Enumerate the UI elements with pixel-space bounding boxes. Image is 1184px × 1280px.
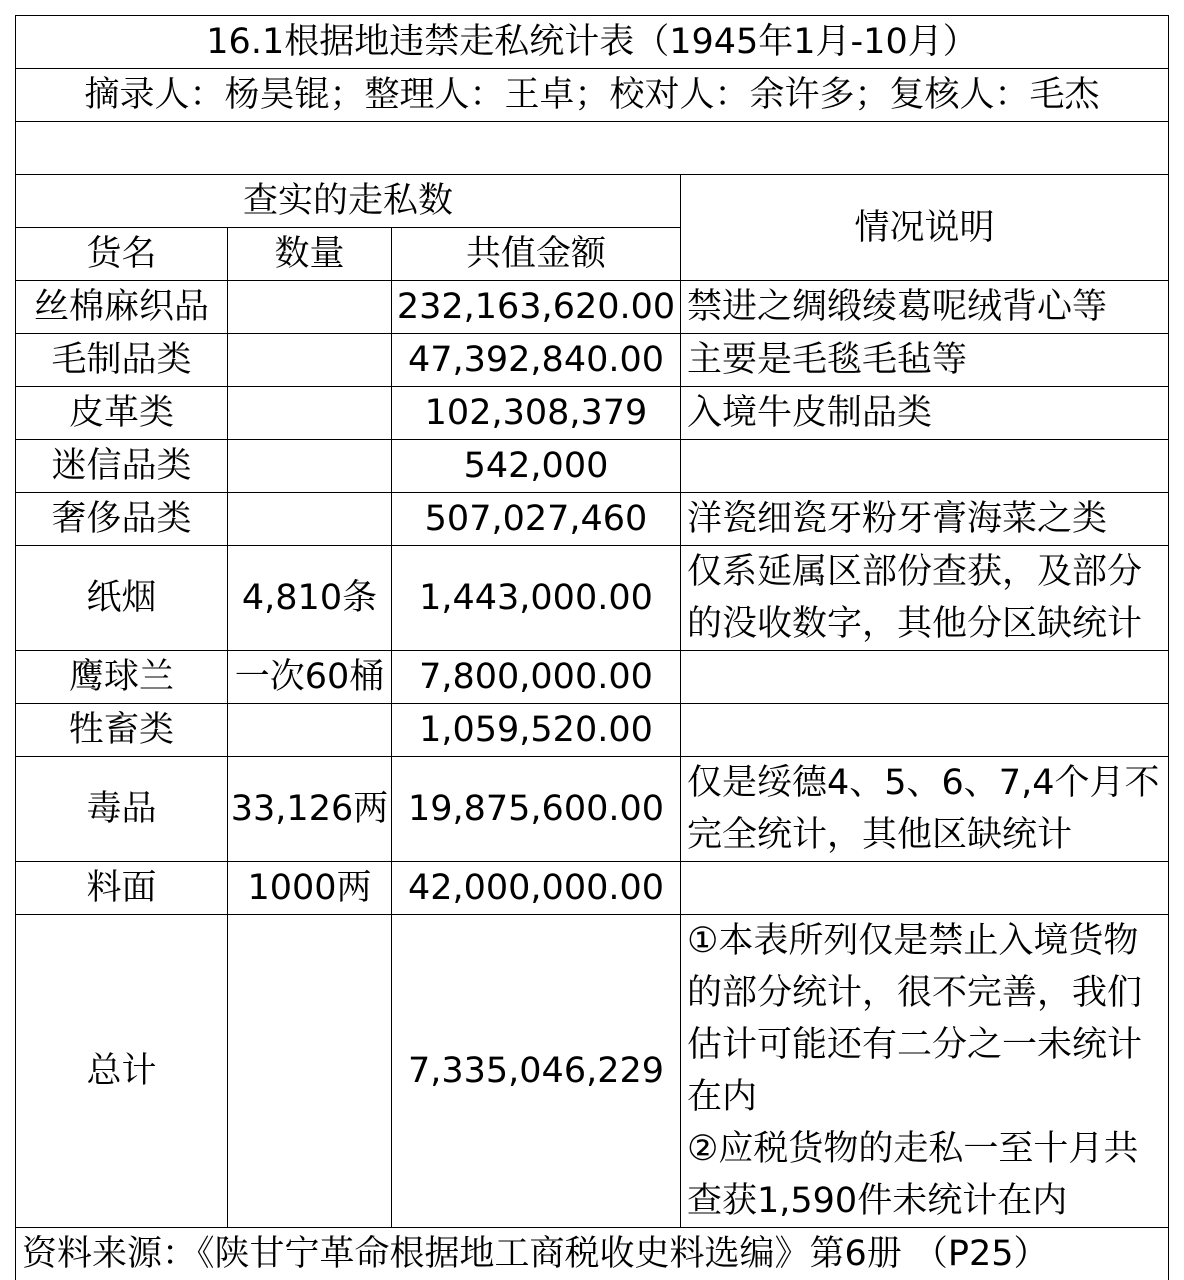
notes-cell — [681, 651, 1169, 704]
value-cell: 232,163,620.00 — [392, 281, 681, 334]
source-line: 资料来源：《陕甘宁革命根据地工商税收史料选编》第6册 （P25） — [16, 1228, 1169, 1280]
header-value: 共值金额 — [392, 228, 681, 281]
quantity-cell — [228, 281, 392, 334]
table-row — [16, 651, 1169, 704]
value-cell: 507,027,460 — [392, 493, 681, 546]
goods-cell: 丝棉麻织品 — [16, 281, 228, 334]
total-notes — [681, 915, 1169, 1228]
notes-cell: 主要是毛毯毛毡等 — [681, 334, 1169, 387]
table-row — [16, 387, 1169, 440]
value-cell: 1,443,000.00 — [392, 546, 681, 651]
total-label: 总计 — [16, 915, 228, 1228]
notes-cell: 禁进之绸缎绫葛呢绒背心等 — [681, 281, 1169, 334]
table-row — [16, 704, 1169, 757]
notes-cell — [681, 704, 1169, 757]
goods-cell: 牲畜类 — [16, 704, 228, 757]
notes-cell — [681, 440, 1169, 493]
total-row — [16, 915, 1169, 1228]
total-note-2: ②应税货物的走私一至十月共查获1,590件未统计在内 — [687, 1123, 1168, 1227]
credits-line: 摘录人：杨昊锟；整理人：王卓；校对人：余许多；复核人：毛杰 — [16, 69, 1169, 122]
total-value: 7,335,046,229 — [392, 915, 681, 1228]
notes-cell: 入境牛皮制品类 — [681, 387, 1169, 440]
notes-cell: 仅系延属区部份查获，及部分的没收数字，其他分区缺统计 — [681, 546, 1169, 651]
total-quantity — [228, 915, 392, 1228]
notes-cell: 洋瓷细瓷牙粉牙膏海菜之类 — [681, 493, 1169, 546]
quantity-cell — [228, 493, 392, 546]
notes-cell: 仅是绥德4、5、6、7,4个月不完全统计，其他区缺统计 — [681, 757, 1169, 862]
goods-cell: 奢侈品类 — [16, 493, 228, 546]
header-goods: 货名 — [16, 228, 228, 281]
table-row — [16, 334, 1169, 387]
total-note-1: ①本表所列仅是禁止入境货物的部分统计，很不完善，我们估计可能还有二分之一未统计在内 — [687, 915, 1168, 1123]
value-cell: 19,875,600.00 — [392, 757, 681, 862]
blank-row — [16, 122, 1169, 175]
goods-cell: 纸烟 — [16, 546, 228, 651]
header-quantity: 数量 — [228, 228, 392, 281]
quantity-cell — [228, 387, 392, 440]
value-cell: 102,308,379 — [392, 387, 681, 440]
table-title: 16.1根据地违禁走私统计表（1945年1月-10月） — [16, 16, 1169, 69]
value-cell: 542,000 — [392, 440, 681, 493]
value-cell: 1,059,520.00 — [392, 704, 681, 757]
table-row — [16, 281, 1169, 334]
notes-cell — [681, 862, 1169, 915]
goods-cell: 迷信品类 — [16, 440, 228, 493]
table-row — [16, 440, 1169, 493]
table-row — [16, 862, 1169, 915]
table-row — [16, 757, 1169, 862]
goods-cell: 毒品 — [16, 757, 228, 862]
header-group-seized: 查实的走私数 — [16, 175, 681, 228]
header-notes: 情况说明 — [681, 175, 1169, 281]
quantity-cell: 4,810条 — [228, 546, 392, 651]
goods-cell: 皮革类 — [16, 387, 228, 440]
goods-cell: 料面 — [16, 862, 228, 915]
value-cell: 42,000,000.00 — [392, 862, 681, 915]
quantity-cell: 1000两 — [228, 862, 392, 915]
quantity-cell: 33,126两 — [228, 757, 392, 862]
quantity-cell — [228, 704, 392, 757]
table-row — [16, 546, 1169, 651]
value-cell: 7,800,000.00 — [392, 651, 681, 704]
goods-cell: 毛制品类 — [16, 334, 228, 387]
quantity-cell — [228, 334, 392, 387]
quantity-cell: 一次60桶 — [228, 651, 392, 704]
goods-cell: 鹰球兰 — [16, 651, 228, 704]
smuggling-statistics-table — [15, 15, 1169, 1280]
value-cell: 47,392,840.00 — [392, 334, 681, 387]
table-row — [16, 493, 1169, 546]
quantity-cell — [228, 440, 392, 493]
